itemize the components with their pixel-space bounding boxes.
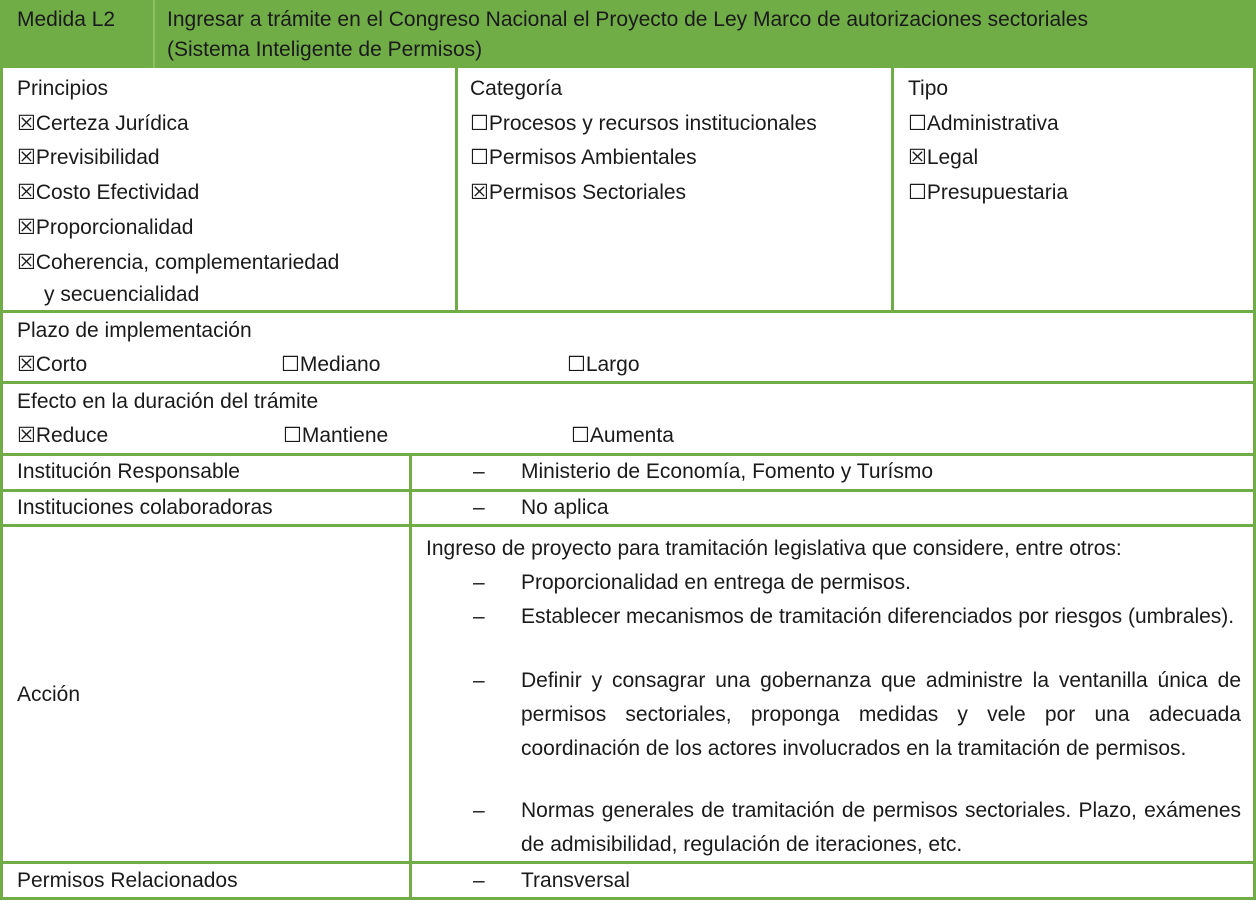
checkbox-icon[interactable]: ☐ xyxy=(283,424,302,447)
principio-item[interactable]: ☒Previsibilidad xyxy=(17,146,160,169)
efecto-option-aumenta[interactable]: ☐Aumenta xyxy=(571,424,674,447)
checkbox-icon[interactable]: ☒ xyxy=(17,251,36,274)
checkbox-icon[interactable]: ☐ xyxy=(567,353,586,376)
principio-item-continuation: y secuencialidad xyxy=(44,283,200,306)
accion-intro: Ingreso de proyecto para tramitación legislativa que considere, entre otros: xyxy=(426,537,1122,560)
efecto-option-mantiene[interactable]: ☐Mantiene xyxy=(283,424,389,447)
principio-item[interactable]: ☒Coherencia, complementariedad xyxy=(17,251,340,274)
plazo-heading: Plazo de implementación xyxy=(17,319,252,342)
checkbox-icon[interactable]: ☐ xyxy=(908,181,927,204)
efecto-option-reduce[interactable]: ☒Reduce xyxy=(17,424,109,447)
vline-categoria xyxy=(891,68,894,311)
accion-item: Proporcionalidad en entrega de permisos. xyxy=(521,571,911,594)
permisos-value: Transversal xyxy=(521,869,630,892)
principio-item[interactable]: ☒Proporcionalidad xyxy=(17,216,194,239)
dash-bullet: – xyxy=(473,799,485,822)
vline-principios xyxy=(455,68,458,311)
checkbox-icon[interactable]: ☐ xyxy=(908,112,927,135)
permisos-label: Permisos Relacionados xyxy=(17,869,238,892)
checkbox-icon[interactable]: ☒ xyxy=(908,146,927,169)
principios-heading: Principios xyxy=(17,77,109,100)
checkbox-icon[interactable]: ☒ xyxy=(17,112,36,135)
colaboradoras-value: No aplica xyxy=(521,496,609,519)
measure-title-line1: Ingresar a trámite en el Congreso Nacional el Proyecto de Ley Marco de autorizaciones sectoriales xyxy=(167,8,1088,31)
principio-item[interactable]: ☒Certeza Jurídica xyxy=(17,112,189,135)
accion-item: Normas generales de tramitación de permisos sectoriales. Plazo, exámenes de admisibilidad, regulación de iteraciones, etc. xyxy=(521,799,1241,856)
categoria-item[interactable]: ☐Permisos Ambientales xyxy=(470,146,697,169)
categoria-item[interactable]: ☒Permisos Sectoriales xyxy=(470,181,687,204)
tipo-item[interactable]: ☐Administrativa xyxy=(908,112,1059,135)
tipo-item[interactable]: ☒Legal xyxy=(908,146,979,169)
categoria-heading: Categoría xyxy=(470,77,563,100)
checkbox-icon[interactable]: ☒ xyxy=(17,181,36,204)
dash-bullet: – xyxy=(473,496,485,519)
accion-label: Acción xyxy=(17,683,81,706)
checkbox-icon[interactable]: ☒ xyxy=(17,216,36,239)
dash-bullet: – xyxy=(473,669,485,692)
dash-bullet: – xyxy=(473,869,485,892)
colaboradoras-label: Instituciones colaboradoras xyxy=(17,496,273,519)
responsable-value: Ministerio de Economía, Fomento y Turísmo xyxy=(521,460,933,483)
efecto-heading: Efecto en la duración del trámite xyxy=(17,390,319,413)
checkbox-icon[interactable]: ☐ xyxy=(281,353,300,376)
vline-label-column xyxy=(409,453,412,900)
plazo-option-largo[interactable]: ☐Largo xyxy=(567,353,640,376)
accion-item: Definir y consagrar una gobernanza que administre la ventanilla única de permisos sectoriales, proponga medidas y vele por una adecuada coordinación de los actores involucrados en la tramitación de permisos. xyxy=(521,669,1241,760)
principio-item[interactable]: ☒Costo Efectividad xyxy=(17,181,200,204)
measure-title-line2: (Sistema Inteligente de Permisos) xyxy=(167,38,483,61)
categoria-item[interactable]: ☐Procesos y recursos institucionales xyxy=(470,112,817,135)
accion-item: Establecer mecanismos de tramitación diferenciados por riesgos (umbrales). xyxy=(521,605,1235,628)
checkbox-icon[interactable]: ☒ xyxy=(17,146,36,169)
checkbox-icon[interactable]: ☐ xyxy=(571,424,590,447)
checkbox-icon[interactable]: ☒ xyxy=(470,181,489,204)
checkbox-icon[interactable]: ☐ xyxy=(470,112,489,135)
tipo-item[interactable]: ☐Presupuestaria xyxy=(908,181,1069,204)
plazo-option-corto[interactable]: ☒Corto xyxy=(17,353,88,376)
tipo-heading: Tipo xyxy=(908,77,949,100)
checkbox-icon[interactable]: ☐ xyxy=(470,146,489,169)
checkbox-icon[interactable]: ☒ xyxy=(17,424,36,447)
dash-bullet: – xyxy=(473,460,485,483)
measure-id: Medida L2 xyxy=(17,8,116,31)
border-left xyxy=(0,68,3,900)
checkbox-icon[interactable]: ☒ xyxy=(17,353,36,376)
dash-bullet: – xyxy=(473,605,485,628)
responsable-label: Institución Responsable xyxy=(17,460,240,483)
header-divider xyxy=(153,0,155,68)
dash-bullet: – xyxy=(473,571,485,594)
plazo-option-mediano[interactable]: ☐Mediano xyxy=(281,353,381,376)
